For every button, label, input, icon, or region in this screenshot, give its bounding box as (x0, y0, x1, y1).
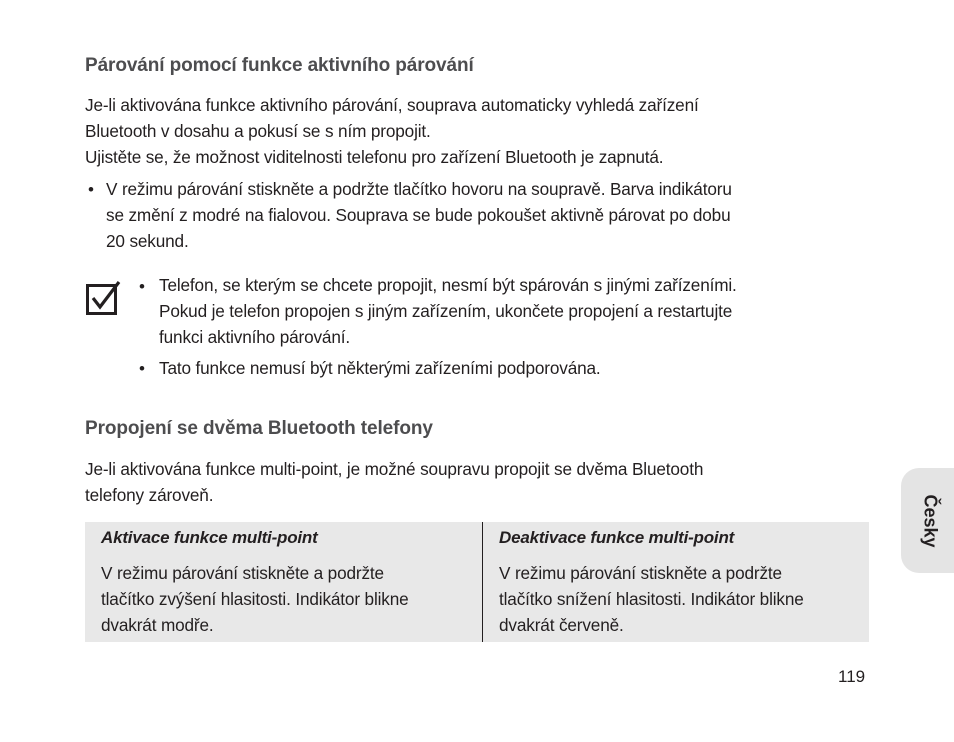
text-line: Bluetooth v dosahu a pokusí se s ním propojit. (85, 121, 431, 141)
multipoint-table (85, 522, 869, 642)
text-line: Telefon, se kterým se chcete propojit, nesmí být spárován s jinými zařízeními. (159, 275, 737, 295)
text-line: 20 sekund. (106, 231, 189, 251)
section-heading-active-pairing: Párování pomocí funkce aktivního párování (85, 55, 474, 76)
text-line: telefony zároveň. (85, 485, 214, 505)
bullet-dot: • (139, 359, 145, 378)
text-line: Je-li aktivována funkce multi-point, je možné soupravu propojit se dvěma Bluetooth (85, 459, 704, 479)
text-line: V režimu párování stiskněte a podržte (499, 563, 782, 583)
intro-paragraph (85, 92, 699, 170)
text-line: V režimu párování stiskněte a podržte (101, 563, 384, 583)
text-line: V režimu párování stiskněte a podržte tlačítko hovoru na soupravě. Barva indikátoru (106, 179, 732, 199)
column-divider (482, 522, 483, 642)
bullet-dot: • (88, 180, 94, 199)
section-heading-multipoint: Propojení se dvěma Bluetooth telefony (85, 418, 433, 439)
table-cell-activate (101, 560, 409, 638)
text-line: dvakrát červeně. (499, 615, 624, 635)
note-bullet: Tato funkce nemusí být některými zařízeními podporována. (159, 358, 601, 378)
checkbox-icon (86, 281, 116, 311)
note-bullet (159, 272, 737, 350)
text-line: tlačítko snížení hlasitosti. Indikátor blikne (499, 589, 804, 609)
text-line: tlačítko zvýšení hlasitosti. Indikátor blikne (101, 589, 409, 609)
table-cell-deactivate (499, 560, 804, 638)
table-header-deactivate: Deaktivace funkce multi-point (499, 528, 735, 547)
page-number: 119 (838, 667, 866, 686)
text-line: funkci aktivního párování. (159, 327, 351, 347)
text-line: Je-li aktivována funkce aktivního párování, souprava automaticky vyhledá zařízení (85, 95, 699, 115)
table-header-activate: Aktivace funkce multi-point (101, 528, 318, 547)
instruction-bullet (106, 176, 732, 254)
text-line: dvakrát modře. (101, 615, 214, 635)
bullet-dot: • (139, 277, 145, 296)
text-line: Pokud je telefon propojen s jiným zařízením, ukončete propojení a restartujte (159, 301, 733, 321)
text-line: se změní z modré na fialovou. Souprava se bude pokoušet aktivně párovat po dobu (106, 205, 731, 225)
text-line: Ujistěte se, že možnost viditelnosti telefonu pro zařízení Bluetooth je zapnutá. (85, 147, 664, 167)
multipoint-paragraph (85, 456, 703, 508)
language-tab-label: Česky (920, 494, 941, 548)
